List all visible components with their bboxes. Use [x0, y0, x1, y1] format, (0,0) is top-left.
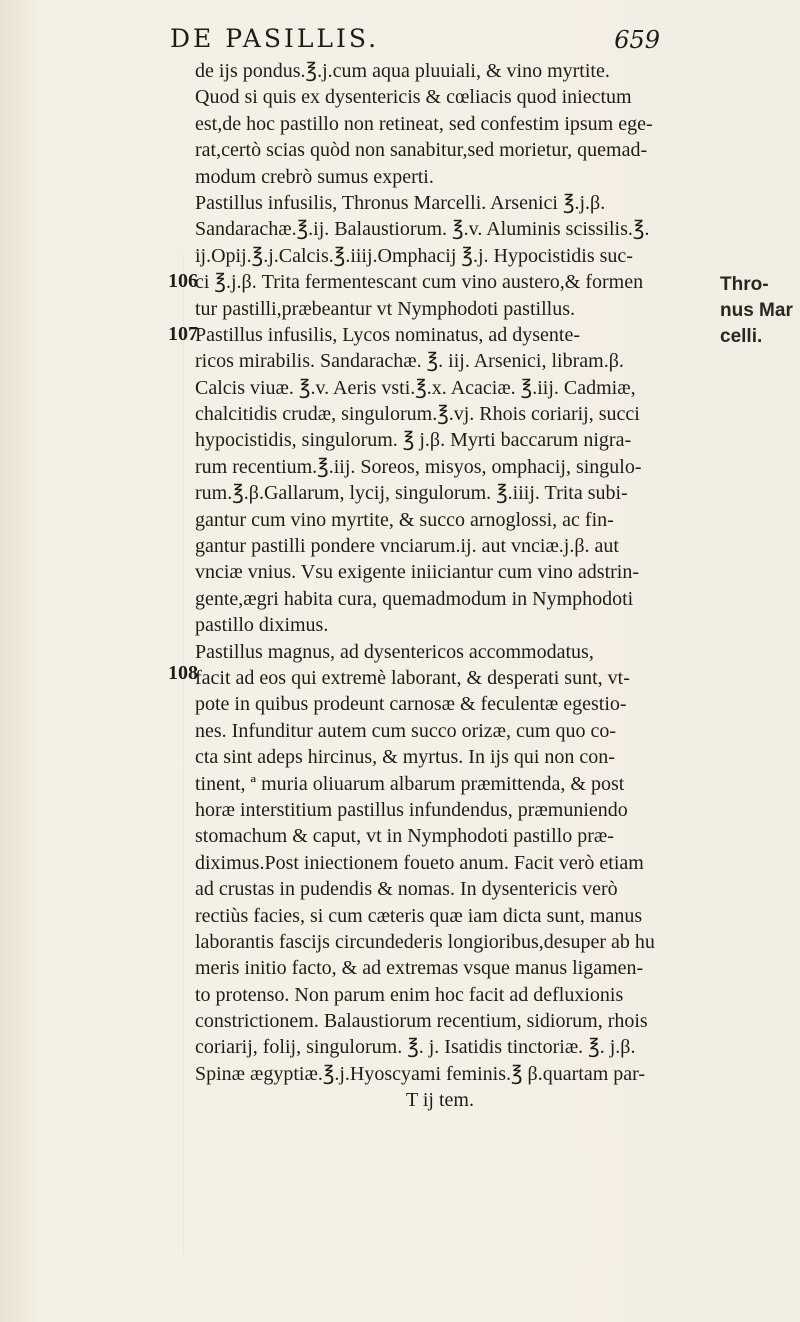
text-line: hypocistidis, singulorum. ℥ j.β. Myrti baccarum nigra- — [195, 429, 632, 452]
section-number-106: 106 — [168, 270, 198, 292]
text-line: rat,certò scias quòd non sanabitur,sed morietur, quemad- — [195, 139, 648, 162]
page-shadow — [183, 255, 184, 1255]
page-number: 659 — [614, 26, 660, 54]
text-line: rum recentium.℥.iij. Soreos, misyos, omphacij, singulo- — [195, 455, 642, 478]
page-header — [170, 24, 660, 60]
text-line: horæ interstitium pastillus infundendus, præmuniendo — [195, 798, 628, 821]
text-line: constrictionem. Balaustiorum recentium, sidiorum, rhois — [195, 1010, 648, 1033]
text-line: pastillo diximus. — [195, 614, 329, 637]
text-line: facit ad eos qui extremè laborant, & desperati sunt, vt- — [195, 666, 630, 689]
text-line: Pastillus infusilis, Lycos nominatus, ad dysente- — [195, 323, 580, 346]
text-line: de ijs pondus.℥.j.cum aqua pluuiali, & vino myrtite. — [195, 60, 610, 82]
text-line: vnciæ vnius. Vsu exigente iniiciantur cum vino adstrin- — [195, 561, 640, 584]
text-line: est,de hoc pastillo non retineat, sed confestim ipsum ege- — [195, 112, 653, 135]
text-line: ad crustas in pudendis & nomas. In dysentericis verò — [195, 878, 618, 901]
text-line: nes. Infunditur autem cum succo orizæ, cum quo co- — [195, 719, 616, 742]
text-line: Spinæ ægyptiæ.℥.j.Hyoscyami feminis.℥ β.quartam par- — [195, 1062, 646, 1085]
text-line: coriarij, folij, singulorum. ℥. j. Isatidis tinctoriæ. ℥. j.β. — [195, 1036, 636, 1059]
text-line: chalcitidis crudæ, singulorum.℥.vj. Rhois coriarij, succi — [195, 403, 640, 426]
text-line: ij.Opij.℥.j.Calcis.℥.iiij.Omphacij ℥.j. Hypocistidis suc- — [195, 244, 633, 267]
running-title: DE PASILLIS. — [170, 24, 380, 53]
text-line: meris initio facto, & ad extremas vsque manus ligamen- — [195, 957, 644, 980]
text-line: to protenso. Non parum enim hoc facit ad defluxionis — [195, 983, 624, 1006]
text-line: rectiùs facies, si cum cæteris quæ iam dicta sunt, manus — [195, 904, 643, 927]
text-line: stomachum & caput, vt in Nymphodoti pastillo præ- — [195, 825, 614, 848]
section-number-108: 108 — [168, 662, 198, 684]
text-line: tur pastilli,præbeantur vt Nymphodoti pastillus. — [195, 297, 575, 320]
text-line: Quod si quis ex dysentericis & cœliacis quod iniectum — [195, 86, 632, 109]
signature-line: T ij tem. — [406, 1089, 474, 1112]
text-line: ricos mirabilis. Sandarachæ. ℥. iij. Arsenici, libram.β. — [195, 350, 624, 373]
section-number-107: 107 — [168, 323, 198, 345]
text-line: Pastillus magnus, ad dysentericos accommodatus, — [195, 640, 594, 663]
text-line: Calcis viuæ. ℥.v. Aeris vsti.℥.x. Acaciæ. ℥.iij. Cadmiæ, — [195, 376, 636, 399]
text-line: Sandarachæ.℥.ij. Balaustiorum. ℥.v. Aluminis scissilis.℥. — [195, 218, 650, 241]
text-line: ci ℥.j.β. Trita fermentescant cum vino austero,& formen — [195, 271, 644, 294]
text-line: gantur pastilli pondere vnciarum.ij. aut vnciæ.j.β. aut — [195, 535, 619, 558]
text-line: rum.℥.β.Gallarum, lycij, singulorum. ℥.iiij. Trita subi- — [195, 482, 628, 505]
margin-note-line: celli. — [720, 326, 763, 347]
text-line: laborantis fascijs circundederis longioribus,desuper ab hu — [195, 930, 655, 953]
text-line: modum crebrò sumus experti. — [195, 165, 434, 188]
margin-note-line: nus Mar — [720, 300, 793, 321]
body-text — [195, 58, 685, 1114]
margin-note — [720, 272, 793, 350]
text-line: gantur cum vino myrtite, & succo arnoglossi, ac fin- — [195, 508, 614, 531]
text-line: gente,ægri habita cura, quemadmodum in Nymphodoti — [195, 587, 634, 610]
text-line: cta sint adeps hircinus, & myrtus. In ijs qui non con- — [195, 746, 615, 769]
text-line: tinent, ª muria oliuarum albarum præmittenda, & post — [195, 772, 625, 795]
margin-note-line: Thro- — [720, 274, 769, 295]
text-line: Pastillus infusilis, Thronus Marcelli. Arsenici ℥.j.β. — [195, 191, 606, 214]
text-line: diximus.Post iniectionem foueto anum. Facit verò etiam — [195, 851, 644, 874]
text-line: pote in quibus prodeunt carnosæ & feculentæ egestio- — [195, 693, 627, 716]
